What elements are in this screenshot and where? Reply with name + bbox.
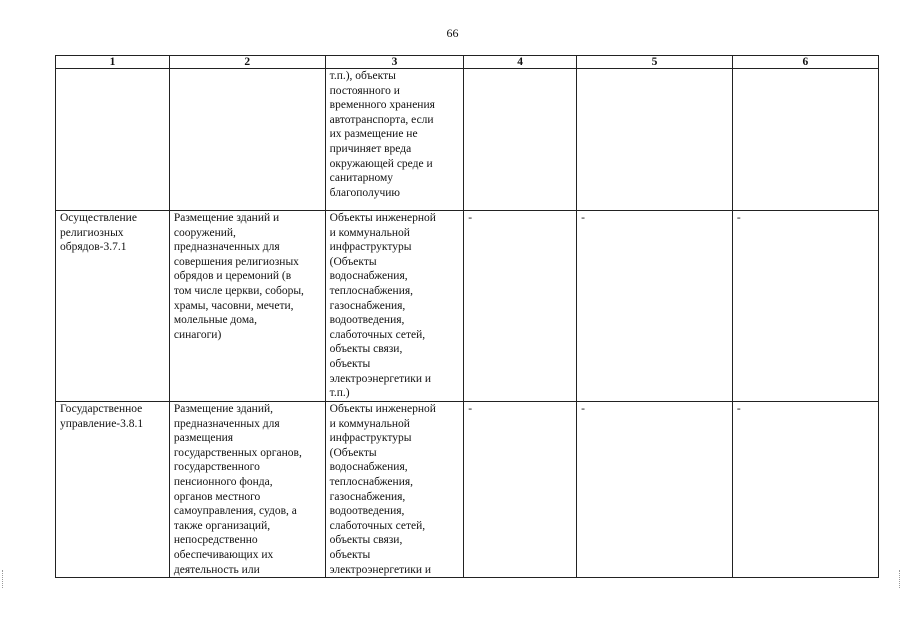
table-row: [56, 402, 879, 578]
column-header: 2: [169, 56, 325, 69]
table-cell: [577, 69, 733, 211]
column-header: 6: [732, 56, 878, 69]
table-cell: -: [732, 211, 878, 402]
regulation-table: [55, 55, 879, 578]
table-cell: [732, 69, 878, 211]
column-header: 1: [56, 56, 170, 69]
table-cell: -: [464, 211, 577, 402]
table-cell: [464, 69, 577, 211]
table-cell: Государственное управление-3.8.1: [56, 402, 170, 578]
page-number: 66: [446, 26, 459, 40]
table-cell: Размещение зданий, предназначенных для размещения государственных органов, государственного пенсионного фонда, органов местного самоуправления, судов, а также организаций, непосредственно обеспечивающих их деятельность или: [169, 402, 325, 578]
table-cell: Осуществление религиозных обрядов-3.7.1: [56, 211, 170, 402]
table-cell: Объекты инженерной и коммунальной инфраструктуры (Объекты водоснабжения, теплоснабжения, газоснабжения, водоотведения, слаботочных сетей, объекты связи, объекты электроэнергетики и т.п.): [325, 211, 464, 402]
table-cell: Размещение зданий и сооружений, предназначенных для совершения религиозных обрядов и церемоний (в том числе церкви, соборы, храмы, часовни, мечети, молельные дома, синагоги): [169, 211, 325, 402]
table-cell: -: [577, 211, 733, 402]
table-cell: Объекты инженерной и коммунальной инфраструктуры (Объекты водоснабжения, теплоснабжения, газоснабжения, водоотведения, слаботочных сетей, объекты связи, объекты электроэнергетики и: [325, 402, 464, 578]
table-cell: [56, 69, 170, 211]
header-row: [56, 56, 879, 69]
scan-edge-mark: [2, 570, 4, 588]
table-cell: т.п.), объекты постоянного и временного хранения автотранспорта, если их размещение не причиняет вреда окружающей среде и санитарному благополучию: [325, 69, 464, 211]
table-cell: -: [464, 402, 577, 578]
column-header: 4: [464, 56, 577, 69]
column-header: 5: [577, 56, 733, 69]
table-cell: -: [732, 402, 878, 578]
table-cell: -: [577, 402, 733, 578]
table-cell: [169, 69, 325, 211]
scan-edge-mark: [899, 570, 901, 588]
column-header: 3: [325, 56, 464, 69]
table-row: [56, 69, 879, 211]
table-row: [56, 211, 879, 402]
